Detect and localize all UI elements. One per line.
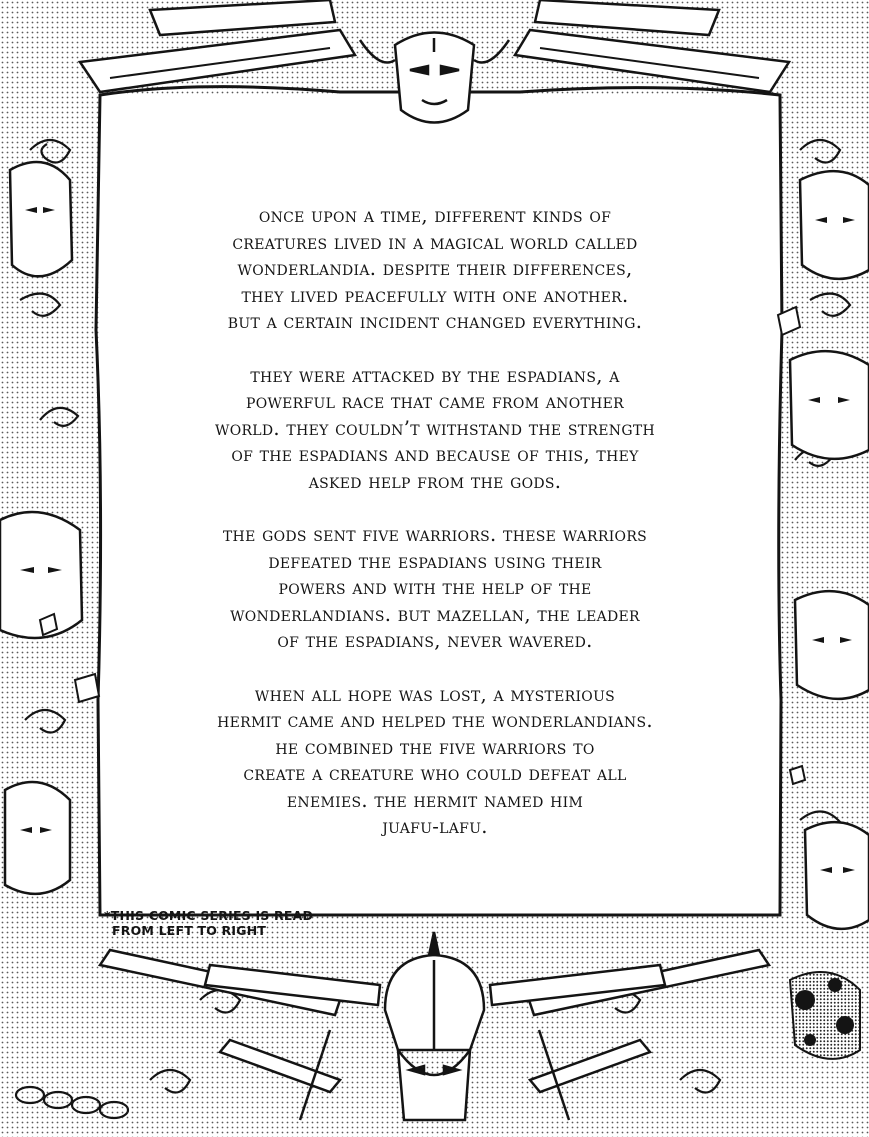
story-text [130, 203, 740, 868]
story-paragraph-3 [130, 522, 740, 655]
story-line: juafu-lafu. [382, 815, 488, 838]
note-line-2: FROM LEFT TO RIGHT [112, 923, 267, 938]
story-line: world. they couldn’t withstand the strength [215, 416, 655, 440]
story-line: the gods sent five warriors. these warriors [222, 523, 648, 546]
story-line: create a creature who could defeat all [243, 762, 627, 785]
story-line: enemies. the hermit named him [286, 788, 584, 812]
story-line: wonderlandia. despite their differences, [237, 257, 633, 280]
story-paragraph-1 [130, 203, 740, 336]
story-line: once upon a time, different kinds of [258, 204, 612, 227]
story-paragraph-2 [130, 363, 740, 496]
note-line-1: *THIS COMIC SERIES IS READ [104, 908, 314, 923]
story-line: hermit came and helped the wonderlandians. [217, 709, 653, 732]
story-line: of the espadians and because of this, they [231, 443, 639, 466]
story-line: wonderlandians. but mazellan, the leader [230, 602, 640, 626]
story-line: powerful race that came from another [245, 390, 625, 413]
story-line: when all hope was lost, a mysterious [254, 682, 616, 706]
story-line: but a certain incident changed everything. [227, 310, 643, 333]
story-line: asked help from the gods. [308, 469, 562, 493]
story-line: creatures lived in a magical world called [232, 230, 638, 254]
story-line: they lived peacefully with one another. [241, 283, 629, 307]
story-line: he combined the five warriors to [275, 735, 595, 759]
reading-direction-note [104, 908, 313, 938]
story-line: defeated the espadians using their [268, 549, 602, 573]
story-line: they were attacked by the espadians, a [250, 363, 620, 387]
story-line: of the espadians, never wavered. [277, 629, 593, 652]
story-paragraph-4 [130, 682, 740, 841]
story-line: powers and with the help of the [278, 576, 592, 599]
